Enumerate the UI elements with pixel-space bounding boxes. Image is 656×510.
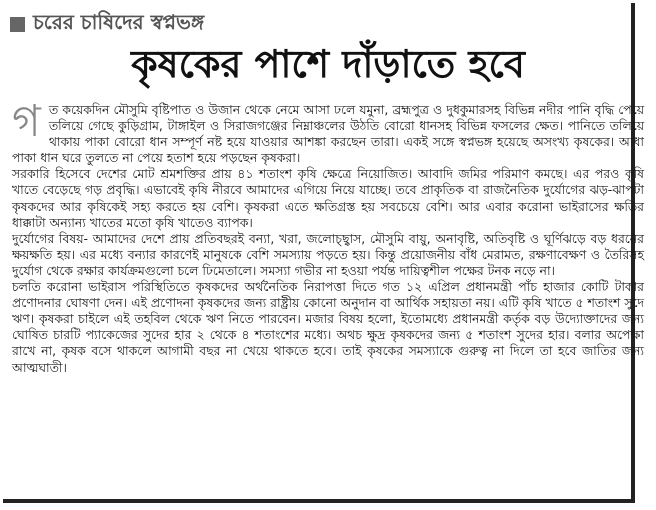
headline: কৃষকের পাশে দাঁড়াতে হবে bbox=[131, 41, 525, 86]
drop-cap: গ bbox=[12, 96, 41, 147]
paragraph-1 bbox=[12, 96, 644, 166]
paragraph-4: চলতি করোনা ভাইরাস পরিস্থিতিতে কৃষকদের অর্থনৈতিক নিরাপত্তা দিতে গত ১২ এপ্রিল প্রধানমন্ত্রী পাঁচ হাজার কোটি টাকার প্রণোদনার ঘোষণা দেন। এই প্রণোদনা কৃষকদের জন্য রাষ্ট্রীয় কোনো অনুদান বা আর্থিক সহায়তা নয়। এটি কৃষি খাতে ৫ শতাংশ সুদে ঋণ। কৃষকরা চাইলে এই তহবিল থেকে ঋণ নিতে পারবেন। মজার বিষয় হলো, ইতোমধ্যে প্রধানমন্ত্রী কর্তৃক বড় উদ্যোক্তাদের জন্য ঘোষিত চারটি প্যাকেজের সুদের হার ২ থেকে ৪ শতাংশের মধ্যে। অথচ ক্ষুদ্র কৃষকদের জন্য ৫ শতাংশ সুদের হার। বলার অপেক্ষা রাখে না, কৃষক বসে থাকলে আগামী বছর না খেয়ে থাকতে হবে। তাই কৃষকের সমস্যাকে গুরুত্ব না দিলে তা হবে জাতির জন্য আত্মঘাতী। bbox=[12, 279, 644, 375]
kicker bbox=[10, 8, 204, 41]
paragraph-2: সরকারি হিসেবে দেশের মোট শ্রমশক্তির প্রায় ৪১ শতাংশ কৃষি ক্ষেত্রে নিয়োজিত। আবাদি জমির পরিমাণ কমছে। এর পরও কৃষি খাতে বেড়েছে গড় প্রবৃদ্ধি। এভাবেই কৃষি নীরবে আমাদের এগিয়ে নিয়ে যাচ্ছে। তবে প্রাকৃতিক বা রাজনৈতিক দুর্যোগের ঝড়-ঝাপটা কৃষকদের আর কৃষিকেই সহ্য করতে হয় বেশি। কৃষকরা এতে ক্ষতিগ্রস্ত হয় সবচেয়ে বেশি। আর এবার করোনা ভাইরাসের ক্ষতির ধাক্কাটা অন্যান্য খাতের মতো কৃষি খাতেও ব্যাপক। bbox=[12, 166, 644, 230]
kicker-text: চরের চাষিদের স্বপ্নভঙ্গ bbox=[33, 10, 205, 34]
paragraph-1-text: ত কয়েকদিন মৌসুমি বৃষ্টিপাত ও উজান থেকে নেমে আসা ঢলে যমুনা, ব্রহ্মপুত্র ও দুধকুমারসহ বিভিন্ন নদীর পানি বৃদ্ধি পেয়ে তলিয়ে গেছে কুড়িগ্রাম, টাঙ্গাইল ও সিরাজগঞ্জের নিম্নাঞ্চলের উঠতি বোরো ধানসহ বিভিন্ন ফসলের ক্ষেত। পানিতে তলিয়ে থাকায় পাকা বোরো ধান সম্পূর্ণ নষ্ট হয়ে যাওয়ার আশঙ্কা করছেন তারা। একই সঙ্গে স্বপ্নভঙ্গ হয়েছে অসংখ্য কৃষকের। আধা পাকা ধান ঘরে তুলতে না পেয়ে হতাশ হয়ে পড়ছেন কৃষকরা। bbox=[12, 102, 644, 166]
article-body bbox=[12, 96, 644, 376]
paragraph-3: দুর্যোগের বিষয়- আমাদের দেশে প্রায় প্রতিবছরই বন্যা, খরা, জলোচ্ছ্বাস, মৌসুমি বায়ু, অনাবৃষ্টি, অতিবৃষ্টি ও ঘূর্ণিঝড়ে বড় ধরনের ক্ষয়ক্ষতি হয়। এর মধ্যে বন্যার কারণেই মানুষকে বেশি সমস্যায় পড়তে হয়। কিন্তু প্রয়োজনীয় বাঁধ মেরামত, রক্ষণাবেক্ষণ ও তৈরিসহ দুর্যোগ থেকে রক্ষার কার্যক্রমগুলো চলে ঢিমেতালে। সমস্যা গভীর না হওয়া পর্যন্ত দায়িত্বশীল পক্ষের টনক নড়ে না। bbox=[12, 230, 644, 278]
kicker-square-icon bbox=[10, 17, 25, 32]
